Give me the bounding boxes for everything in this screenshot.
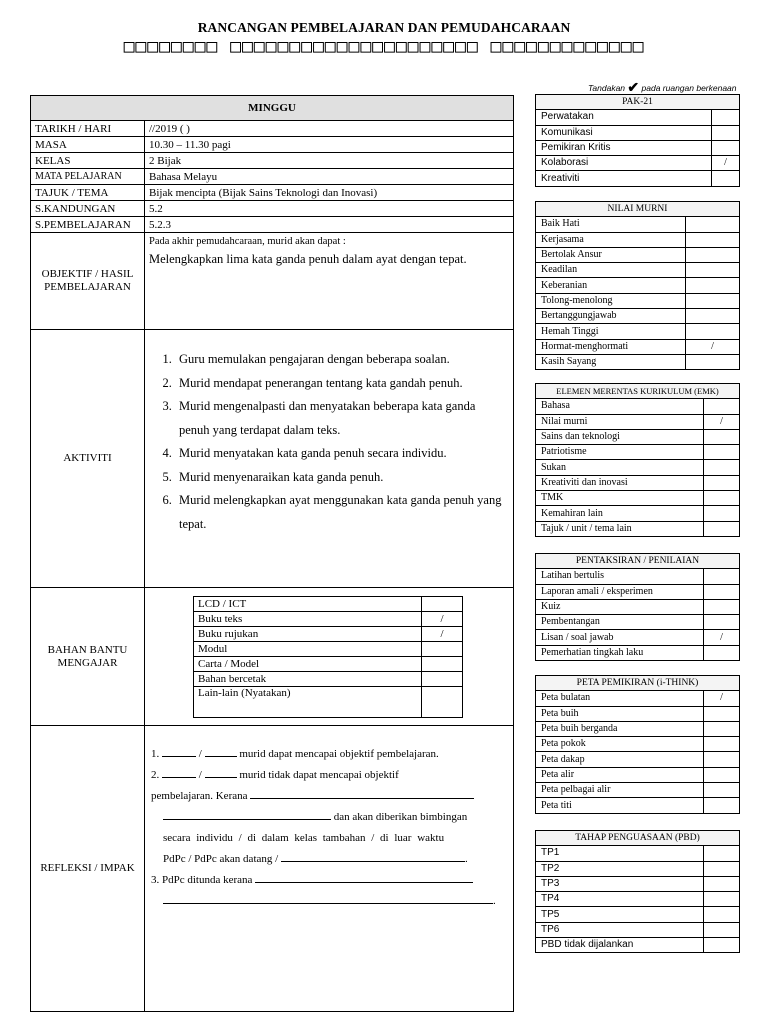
table-row: Latihan bertulis bbox=[536, 569, 704, 584]
ithink-table bbox=[535, 675, 740, 814]
table-row: Hemah Tinggi bbox=[536, 324, 686, 339]
checkbox-cell[interactable] bbox=[704, 938, 740, 953]
checkbox-cell[interactable] bbox=[686, 247, 740, 262]
checkbox-cell[interactable] bbox=[686, 263, 740, 278]
row-value: 5.2 bbox=[145, 201, 514, 217]
row-value: 2 Bijak bbox=[145, 153, 514, 169]
checkbox-cell[interactable]: / bbox=[422, 611, 463, 626]
checkbox-cell[interactable] bbox=[704, 846, 740, 861]
checkmark-icon: ✔ bbox=[627, 79, 640, 95]
bbm-table bbox=[193, 596, 463, 718]
checkbox-cell[interactable] bbox=[422, 671, 463, 686]
table-row: TP6 bbox=[536, 922, 704, 937]
table-row: Perwatakan bbox=[536, 110, 712, 125]
table-row: Tajuk / unit / tema lain bbox=[536, 521, 704, 536]
table-row: Nilai murni bbox=[536, 414, 704, 429]
checkbox-cell[interactable] bbox=[704, 399, 740, 414]
row-value: Bahasa Melayu bbox=[145, 169, 514, 185]
table-row: Buku rujukan bbox=[194, 626, 422, 641]
refleksi-label: REFLEKSI / IMPAK bbox=[31, 726, 145, 1012]
row-value: 5.2.3 bbox=[145, 217, 514, 233]
table-row: TP2 bbox=[536, 861, 704, 876]
checkbox-cell[interactable] bbox=[704, 892, 740, 907]
checkbox-cell[interactable] bbox=[704, 767, 740, 782]
instruction-note bbox=[588, 78, 737, 95]
refleksi-line-2: 2. / murid tidak dapat mencapai objektif bbox=[151, 769, 399, 781]
table-row: Kerjasama bbox=[536, 232, 686, 247]
row-value: 10.30 – 11.30 pagi bbox=[145, 137, 514, 153]
row-label: TAJUK / TEMA bbox=[31, 185, 145, 201]
table-row: Peta dakap bbox=[536, 752, 704, 767]
table-row: TP5 bbox=[536, 907, 704, 922]
checkbox-cell[interactable] bbox=[422, 596, 463, 611]
row-label: MASA bbox=[31, 137, 145, 153]
table-row: Peta bulatan bbox=[536, 691, 704, 706]
checkbox-cell[interactable] bbox=[712, 171, 740, 186]
checkbox-cell[interactable] bbox=[704, 737, 740, 752]
table-row: Bertanggungjawab bbox=[536, 309, 686, 324]
row-label: MATA PELAJARAN bbox=[31, 169, 145, 185]
table-row: Pemerhatian tingkah laku bbox=[536, 645, 704, 660]
table-row: Hormat-menghormati bbox=[536, 339, 686, 354]
checkbox-cell[interactable]: / bbox=[422, 626, 463, 641]
checkbox-cell[interactable] bbox=[704, 475, 740, 490]
checkbox-cell[interactable]: / bbox=[704, 414, 740, 429]
checkbox-cell[interactable] bbox=[704, 783, 740, 798]
table-title: PETA PEMIKIRAN (i-THINK) bbox=[536, 676, 740, 691]
table-row: Pemikiran Kritis bbox=[536, 140, 712, 155]
row-value: //2019 ( ) bbox=[145, 121, 514, 137]
row-label: TARIKH / HARI bbox=[31, 121, 145, 137]
refleksi-line-7: 3. PdPc ditunda kerana bbox=[151, 870, 507, 891]
checkbox-cell[interactable] bbox=[704, 599, 740, 614]
checkbox-cell[interactable] bbox=[686, 293, 740, 308]
table-row: PBD tidak dijalankan bbox=[536, 938, 704, 953]
checkbox-cell[interactable] bbox=[704, 876, 740, 891]
objektif-text: Melengkapkan lima kata ganda penuh dalam ayat dengan tepat. bbox=[149, 252, 467, 266]
table-row: Sukan bbox=[536, 460, 704, 475]
table-row: Lain-lain (Nyatakan) bbox=[194, 686, 422, 717]
checkbox-cell[interactable] bbox=[686, 278, 740, 293]
table-row: Bahasa bbox=[536, 399, 704, 414]
objektif-intro: Pada akhir pemudahcaraan, murid akan dapat : bbox=[149, 236, 346, 247]
emk-table bbox=[535, 383, 740, 537]
table-row: Kasih Sayang bbox=[536, 354, 686, 369]
table-row: Peta buih berganda bbox=[536, 721, 704, 736]
objektif-label: OBJEKTIF / HASIL PEMBELAJARAN bbox=[31, 233, 145, 330]
table-row: TP3 bbox=[536, 876, 704, 891]
checkbox-cell[interactable] bbox=[704, 521, 740, 536]
table-row: Laporan amali / eksperimen bbox=[536, 584, 704, 599]
table-row: Kreativiti bbox=[536, 171, 712, 186]
checkbox-cell[interactable] bbox=[704, 798, 740, 813]
page-title: RANCANGAN PEMBELAJARAN DAN PEMUDAHCARAAN bbox=[197, 20, 571, 35]
checkbox-cell[interactable] bbox=[704, 645, 740, 660]
table-row: Tolong-menolong bbox=[536, 293, 686, 308]
table-row: Kolaborasi bbox=[536, 156, 712, 171]
table-row: Keadilan bbox=[536, 263, 686, 278]
table-row: Bahan bercetak bbox=[194, 671, 422, 686]
table-row: Peta buih bbox=[536, 706, 704, 721]
refleksi-line-5: secara individu / di dalam kelas tambahan / di luar waktu bbox=[163, 832, 445, 844]
row-label: S.PEMBELAJARAN bbox=[31, 217, 145, 233]
checkbox-cell[interactable] bbox=[422, 686, 463, 717]
refleksi-line-6: PdPc / PdPc akan datang / . bbox=[163, 853, 468, 865]
checkbox-cell[interactable] bbox=[422, 656, 463, 671]
pak21-table bbox=[535, 94, 740, 187]
aktiviti-cell bbox=[145, 330, 514, 588]
table-row: Pembentangan bbox=[536, 615, 704, 630]
subtitle-missing-glyphs: □□□□□□□□ □□□□□□□□□□□□□□□□□□□□□ □□□□□□□□□□□□□ bbox=[123, 36, 645, 57]
checkbox-cell[interactable] bbox=[704, 922, 740, 937]
pbd-table bbox=[535, 830, 740, 953]
table-row: Carta / Model bbox=[194, 656, 422, 671]
list-item: 1. Guru memulakan pengajaran dengan beberapa soalan. bbox=[175, 348, 509, 372]
pentaksiran-table bbox=[535, 553, 740, 661]
checkbox-cell[interactable] bbox=[704, 861, 740, 876]
checkbox-cell[interactable]: / bbox=[704, 691, 740, 706]
table-row: Kuiz bbox=[536, 599, 704, 614]
table-row: Keberanian bbox=[536, 278, 686, 293]
table-row: Baik Hati bbox=[536, 217, 686, 232]
refleksi-line-4: dan akan diberikan bimbingan bbox=[151, 807, 507, 828]
table-title: NILAI MURNI bbox=[536, 202, 740, 217]
aktiviti-list bbox=[149, 348, 509, 536]
list-item: 6. Murid melengkapkan ayat menggunakan kata ganda penuh yang tepat. bbox=[175, 489, 509, 536]
refleksi-line-8: . bbox=[151, 891, 507, 912]
list-item: 5. Murid menyenaraikan kata ganda penuh. bbox=[175, 466, 509, 490]
checkbox-cell[interactable] bbox=[704, 445, 740, 460]
table-row: Peta pelbagai alir bbox=[536, 783, 704, 798]
checkbox-cell[interactable]: / bbox=[712, 156, 740, 171]
table-title: PAK-21 bbox=[536, 95, 740, 110]
checkbox-cell[interactable] bbox=[686, 232, 740, 247]
checkbox-cell[interactable] bbox=[704, 706, 740, 721]
table-row: TP1 bbox=[536, 846, 704, 861]
bbm-label: BAHAN BANTU MENGAJAR bbox=[31, 588, 145, 726]
checkbox-cell[interactable] bbox=[712, 125, 740, 140]
list-item: 2. Murid mendapat penerangan tentang kata gandah penuh. bbox=[175, 372, 509, 396]
row-value: Bijak mencipta (Bijak Sains Teknologi dan Inovasi) bbox=[145, 185, 514, 201]
list-item: 4. Murid menyatakan kata ganda penuh secara individu. bbox=[175, 442, 509, 466]
table-row: Peta titi bbox=[536, 798, 704, 813]
table-row: Sains dan teknologi bbox=[536, 429, 704, 444]
table-row: Buku teks bbox=[194, 611, 422, 626]
table-row: Komunikasi bbox=[536, 125, 712, 140]
checkbox-cell[interactable] bbox=[704, 721, 740, 736]
table-title: TAHAP PENGUASAAN (PBD) bbox=[536, 831, 740, 846]
checkbox-cell[interactable] bbox=[704, 491, 740, 506]
checkbox-cell[interactable] bbox=[686, 309, 740, 324]
checkbox-cell[interactable] bbox=[704, 429, 740, 444]
checkbox-cell[interactable] bbox=[704, 506, 740, 521]
refleksi-line-3: pembelajaran. Kerana bbox=[151, 786, 507, 807]
table-row: Modul bbox=[194, 641, 422, 656]
minggu-header: MINGGU bbox=[31, 96, 514, 121]
checkbox-cell[interactable] bbox=[712, 140, 740, 155]
table-title: PENTAKSIRAN / PENILAIAN bbox=[536, 554, 740, 569]
lesson-plan-table bbox=[30, 95, 514, 1012]
table-row: Bertolak Ansur bbox=[536, 247, 686, 262]
table-row: Patriotisme bbox=[536, 445, 704, 460]
checkbox-cell[interactable] bbox=[704, 615, 740, 630]
refleksi-line-1: 1. / murid dapat mencapai objektif pembelajaran. bbox=[151, 748, 439, 760]
table-title: ELEMEN MERENTAS KURIKULUM (EMK) bbox=[536, 384, 740, 399]
table-row: TP4 bbox=[536, 892, 704, 907]
checkbox-cell[interactable]: / bbox=[686, 339, 740, 354]
checkbox-cell[interactable] bbox=[686, 324, 740, 339]
refleksi-cell bbox=[145, 726, 514, 1012]
checkbox-cell[interactable] bbox=[704, 569, 740, 584]
aktiviti-label: AKTIVITI bbox=[31, 330, 145, 588]
table-row: Kreativiti dan inovasi bbox=[536, 475, 704, 490]
checkbox-cell[interactable]: / bbox=[704, 630, 740, 645]
note-text-rest: pada ruangan berkenaan bbox=[641, 83, 737, 93]
table-row: LCD / ICT bbox=[194, 596, 422, 611]
nilai-murni-table bbox=[535, 201, 740, 370]
checkbox-cell[interactable] bbox=[712, 110, 740, 125]
row-label: KELAS bbox=[31, 153, 145, 169]
checkbox-cell[interactable] bbox=[422, 641, 463, 656]
table-row: TMK bbox=[536, 491, 704, 506]
checkbox-cell[interactable] bbox=[704, 584, 740, 599]
table-row: Kemahiran lain bbox=[536, 506, 704, 521]
objektif-cell bbox=[145, 233, 514, 330]
bbm-cell bbox=[145, 588, 514, 726]
checkbox-cell[interactable] bbox=[704, 460, 740, 475]
list-item: 3. Murid mengenalpasti dan menyatakan beberapa kata ganda penuh yang terdapat dalam teks. bbox=[175, 395, 509, 442]
table-row: Peta pokok bbox=[536, 737, 704, 752]
note-text: Tandakan bbox=[588, 83, 626, 93]
table-row: Lisan / soal jawab bbox=[536, 630, 704, 645]
row-label: S.KANDUNGAN bbox=[31, 201, 145, 217]
checkbox-cell[interactable] bbox=[686, 217, 740, 232]
table-row: Peta alir bbox=[536, 767, 704, 782]
checkbox-cell[interactable] bbox=[686, 354, 740, 369]
checkbox-cell[interactable] bbox=[704, 907, 740, 922]
checkbox-cell[interactable] bbox=[704, 752, 740, 767]
